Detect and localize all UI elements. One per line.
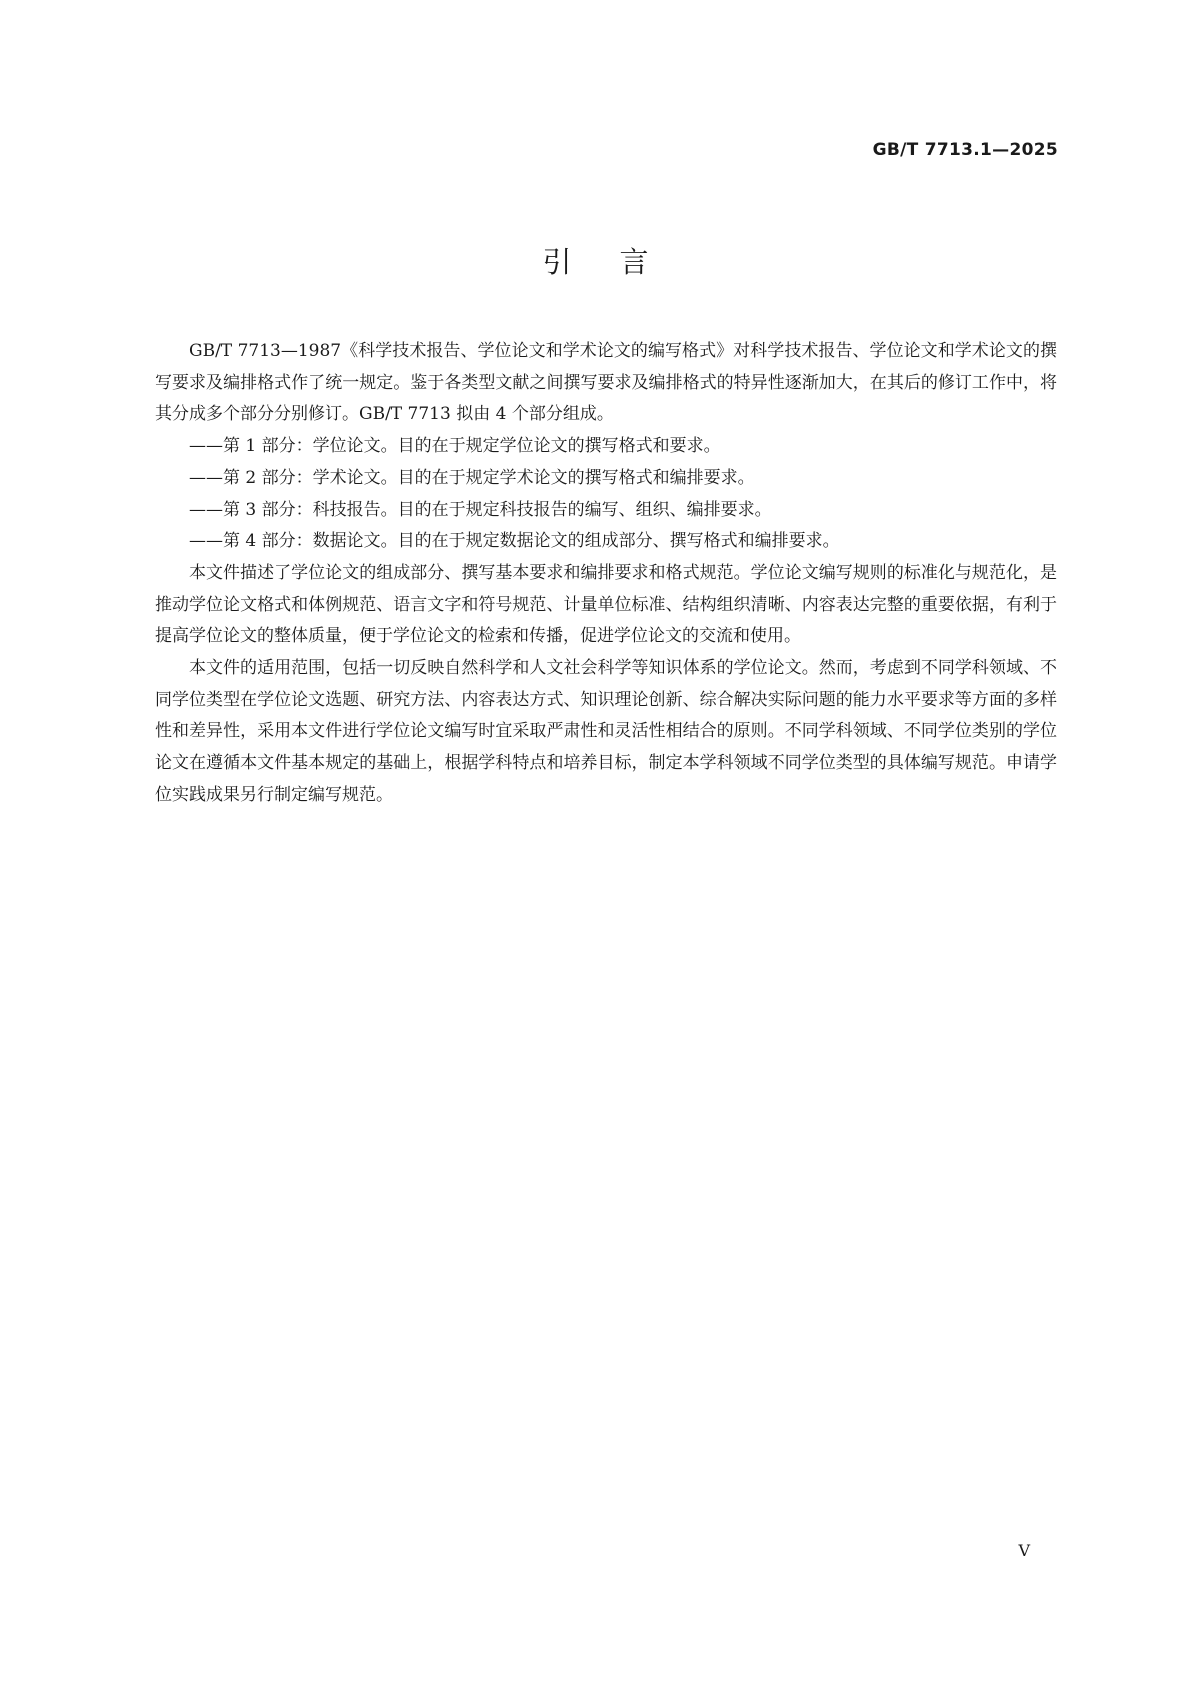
list-item-part-3: ——第 3 部分：科技报告。目的在于规定科技报告的编写、组织、编排要求。 xyxy=(189,499,772,520)
scope-paragraph: 本文件的适用范围，包括一切反映自然科学和人文社会科学等知识体系的学位论文。然而，考虑到不同学科领域、不同学位类型在学位论文选题、研究方法、内容表达方式、知识理论创新、综合解决实际问题的能力水平要求等方面的多样性和差异性，采用本文件进行学位论文编写时宜采取严肃性和灵活性相结合的原则。不同学科领域、不同学位类别的学位论文在遵循本文件基本规定的基础上，根据学科特点和培养目标，制定本学科领域不同学位类型的具体编写规范。申请学位实践成果另行制定编写规范。 xyxy=(155,658,1057,805)
intro-paragraph: GB/T 7713—1987《科学技术报告、学位论文和学术论文的编写格式》对科学技术报告、学位论文和学术论文的撰写要求及编排格式作了统一规定。鉴于各类型文献之间撰写要求及编排格式的特异性逐渐加大，在其后的修订工作中，将其分成多个部分分别修订。GB/T 7713 拟由 4 个部分组成。 xyxy=(155,341,1057,425)
document-body xyxy=(155,336,1057,812)
list-item-part-2: ——第 2 部分：学术论文。目的在于规定学术论文的撰写格式和编排要求。 xyxy=(189,467,755,488)
description-paragraph: 本文件描述了学位论文的组成部分、撰写基本要求和编排要求和格式规范。学位论文编写规则的标准化与规范化，是推动学位论文格式和体例规范、语言文字和符号规范、计量单位标准、结构组织清晰、内容表达完整的重要依据，有利于提高学位论文的整体质量，便于学位论文的检索和传播，促进学位论文的交流和使用。 xyxy=(155,562,1057,647)
list-item-part-4: ——第 4 部分：数据论文。目的在于规定数据论文的组成部分、撰写格式和编排要求。 xyxy=(189,531,840,552)
standard-code: GB/T 7713.1—2025 xyxy=(872,140,1058,160)
page-title: 引言 xyxy=(542,245,697,279)
page-number: V xyxy=(1018,1541,1030,1560)
list-item-part-1: ——第 1 部分：学位论文。目的在于规定学位论文的撰写格式和要求。 xyxy=(189,436,721,457)
